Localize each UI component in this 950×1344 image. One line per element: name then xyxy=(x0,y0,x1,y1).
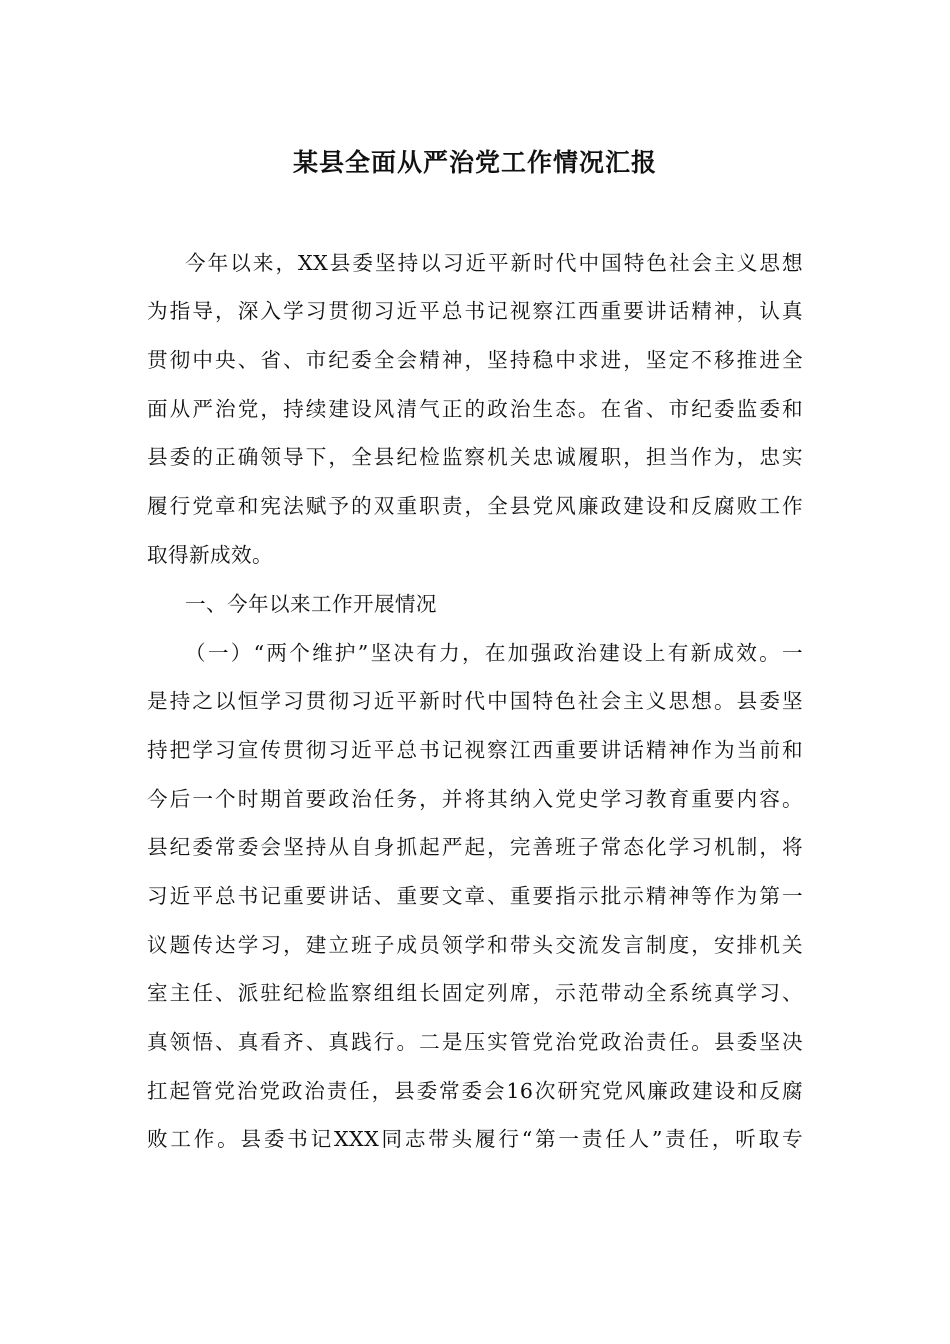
paragraph-line: 议题传达学习，建立班子成员领学和带头交流发言制度，安排机关 xyxy=(147,933,803,957)
section-heading: 一、今年以来工作开展情况 xyxy=(185,592,437,616)
paragraph-line: 扛起管党治党政治责任，县委常委会16次研究党风廉政建设和反腐 xyxy=(147,1079,803,1103)
paragraph-line: 习近平总书记重要讲话、重要文章、重要指示批示精神等作为第一 xyxy=(147,884,803,908)
paragraph-line: 面从严治党，持续建设风清气正的政治生态。在省、市纪委监委和 xyxy=(147,397,803,421)
paragraph-line: 为指导，深入学习贯彻习近平总书记视察江西重要讲话精神，认真 xyxy=(147,299,803,323)
paragraph-line: 今后一个时期首要政治任务，并将其纳入党史学习教育重要内容。 xyxy=(147,787,803,811)
paragraph-line: 履行党章和宪法赋予的双重职责，全县党风廉政建设和反腐败工作 xyxy=(147,494,803,518)
paragraph-line: 败工作。县委书记XXX同志带头履行“第一责任人”责任，听取专 xyxy=(147,1127,803,1151)
paragraph-line: 取得新成效。 xyxy=(147,543,273,567)
paragraph-line: 贯彻中央、省、市纪委全会精神，坚持稳中求进，坚定不移推进全 xyxy=(147,348,803,372)
document-title: 某县全面从严治党工作情况汇报 xyxy=(292,148,657,177)
paragraph-line: （一）“两个维护”坚决有力，在加强政治建设上有新成效。一 xyxy=(185,641,803,665)
paragraph-line: 持把学习宣传贯彻习近平总书记视察江西重要讲话精神作为当前和 xyxy=(147,738,803,762)
paragraph-line: 室主任、派驻纪检监察组组长固定列席，示范带动全系统真学习、 xyxy=(147,981,803,1005)
paragraph-line: 县纪委常委会坚持从自身抓起严起，完善班子常态化学习机制，将 xyxy=(147,835,803,859)
paragraph-line: 是持之以恒学习贯彻习近平新时代中国特色社会主义思想。县委坚 xyxy=(147,689,803,713)
paragraph-line: 县委的正确领导下，全县纪检监察机关忠诚履职，担当作为，忠实 xyxy=(147,445,803,469)
paragraph-line: 今年以来，XX县委坚持以习近平新时代中国特色社会主义思想 xyxy=(185,251,803,275)
paragraph-line: 真领悟、真看齐、真践行。二是压实管党治党政治责任。县委坚决 xyxy=(147,1030,803,1054)
